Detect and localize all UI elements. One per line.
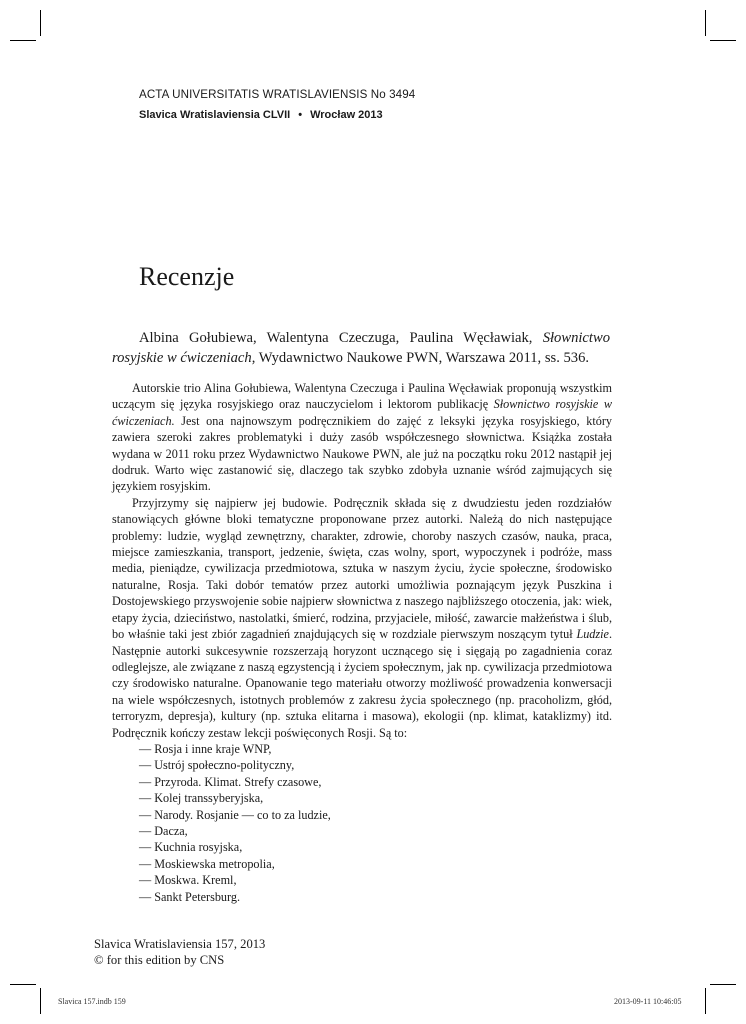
crop-mark <box>10 984 36 985</box>
list-item: — Sankt Petersburg. <box>139 889 240 904</box>
paragraph-1-text-cont: Jest ona najnowszym podręcznikiem do zajęć z leksyki języka rosyjskiego, który zawiera szeroki zakres problematyki i duży zasób współczesnego słownictwa. Książka została wydana w 2011 roku przez Wydawnictwo Naukowe PWN, ale już na początku roku 2012 nastąpił jej dodruk. Warto więc zastanowić się, dlaczego tak szybko zdobyła uznanie wśród zajmujących się językiem rosyjskim. <box>112 413 612 494</box>
footer-copyright: © for this edition by CNS <box>94 953 225 967</box>
place-year: Wrocław 2013 <box>310 109 383 121</box>
review-citation <box>112 328 610 368</box>
paragraph-2-text-cont: . Następnie autorki sukcesywnie rozszerzają horyzont ucznącego się i sięgają po zagadnienia coraz odleglejsze, ale związane z naszą egzystencją i życiem społecznym, jak np. cywilizacja przedmiotowa czy środowisko naturalne. Opanowanie tego materiału otworzy możliwość prowadzenia konwersacji na wiele współczesnych, istotnych problemów z zakresu życia społecznego (np. pracoholizm, głód, terroryzm, depresja), kultury (np. sztuka elitarna i masowa), ekologii (np. klimat, kataklizmy) itd. Podręcznik kończy zestaw lekcji poświęconych Rosji. Są to: <box>112 627 612 740</box>
section-title: Recenzje <box>139 262 235 291</box>
list-item: — Narody. Rosjanie — co to za ludzie, <box>139 807 331 822</box>
separator-bullet: • <box>298 109 303 121</box>
list-item: — Dacza, <box>139 823 188 838</box>
slug-file: Slavica 157.indb 159 <box>58 997 126 1006</box>
paragraph-2-title: Ludzie <box>576 627 609 642</box>
citation-publication: , Wydawnictwo Naukowe PWN, Warszawa 2011, ss. 536. <box>251 350 590 366</box>
journal-title-line <box>139 109 383 121</box>
footer-journal: Slavica Wratislaviensia 157, 2013 <box>94 937 266 951</box>
paragraph-1-text: Autorskie trio Alina Gołubiewa, Walentyna Czeczuga i Paulina Węcławiak proponują wszystkim uczącym się języka rosyjskiego oraz nauczycielom i lektorom publikację <box>112 381 612 412</box>
list-item: — Przyroda. Klimat. Strefy czasowe, <box>139 774 322 789</box>
paragraph-2 <box>112 495 612 741</box>
review-body <box>112 380 612 905</box>
crop-mark <box>705 988 706 1014</box>
crop-mark <box>705 10 706 36</box>
paragraph-2-text: Przyjrzymy się najpierw jej budowie. Podręcznik składa się z dwudziestu jeden rozdziałów stanowiących główne bloki tematyczne proponowane przez autorki. Należą do nich następujące problemy: ludzie, wygląd zewnętrzny, charakter, zdrowie, choroby naszych czasów, nauka, praca, miejsce zamieszkania, transport, jedzenie, święta, czas wolny, sport, wypoczynek i podróże, mass media, pieniądze, cywilizacja przedmiotowa, sztuka w naszym życiu, życie społeczne, środowisko naturalne, Rosja. Taki dobór tematów przez autorki umożliwia poznającym język Puszkina i Dostojewskiego przyswojenie sobie najpierw słownictwa z naszego najbliższego otoczenia, jak: wiek, etapy życia, dzieciństwo, nastolatki, śmierć, rodzina, przyjaciele, miłość, zawarcie małżeństwa i ślub, bo właśnie taki jest zbiór zagadnień znajdujących się w rozdziale pierwszym noszącym tytuł <box>112 495 612 642</box>
crop-mark <box>710 40 736 41</box>
list-item: — Moskiewska metropolia, <box>139 856 275 871</box>
journal-series: ACTA UNIVERSITATIS WRATISLAVIENSIS No 3494 <box>139 88 416 101</box>
crop-mark <box>40 10 41 36</box>
list-item: — Ustrój społeczno-polityczny, <box>139 758 295 773</box>
list-item: — Kolej transsyberyjska, <box>139 791 264 806</box>
paragraph-1 <box>112 380 612 495</box>
journal-title: Slavica Wratislaviensia CLVII <box>139 109 291 121</box>
list-item: — Kuchnia rosyjska, <box>139 840 243 855</box>
topic-list <box>112 741 612 905</box>
crop-mark <box>710 984 736 985</box>
slug-timestamp: 2013-09-11 10:46:05 <box>614 997 682 1006</box>
crop-mark <box>40 988 41 1014</box>
crop-mark <box>10 40 36 41</box>
citation-book-title: Słownictwo rosyjskie w ćwiczeniach <box>112 330 610 366</box>
list-item: — Rosja i inne kraje WNP, <box>139 741 272 756</box>
list-item: — Moskwa. Kreml, <box>139 873 237 888</box>
citation-authors: Albina Gołubiewa, Walentyna Czeczuga, Paulina Węcławiak, <box>139 330 533 346</box>
paragraph-1-title: Słownictwo rosyjskie w ćwiczeniach. <box>112 397 612 428</box>
